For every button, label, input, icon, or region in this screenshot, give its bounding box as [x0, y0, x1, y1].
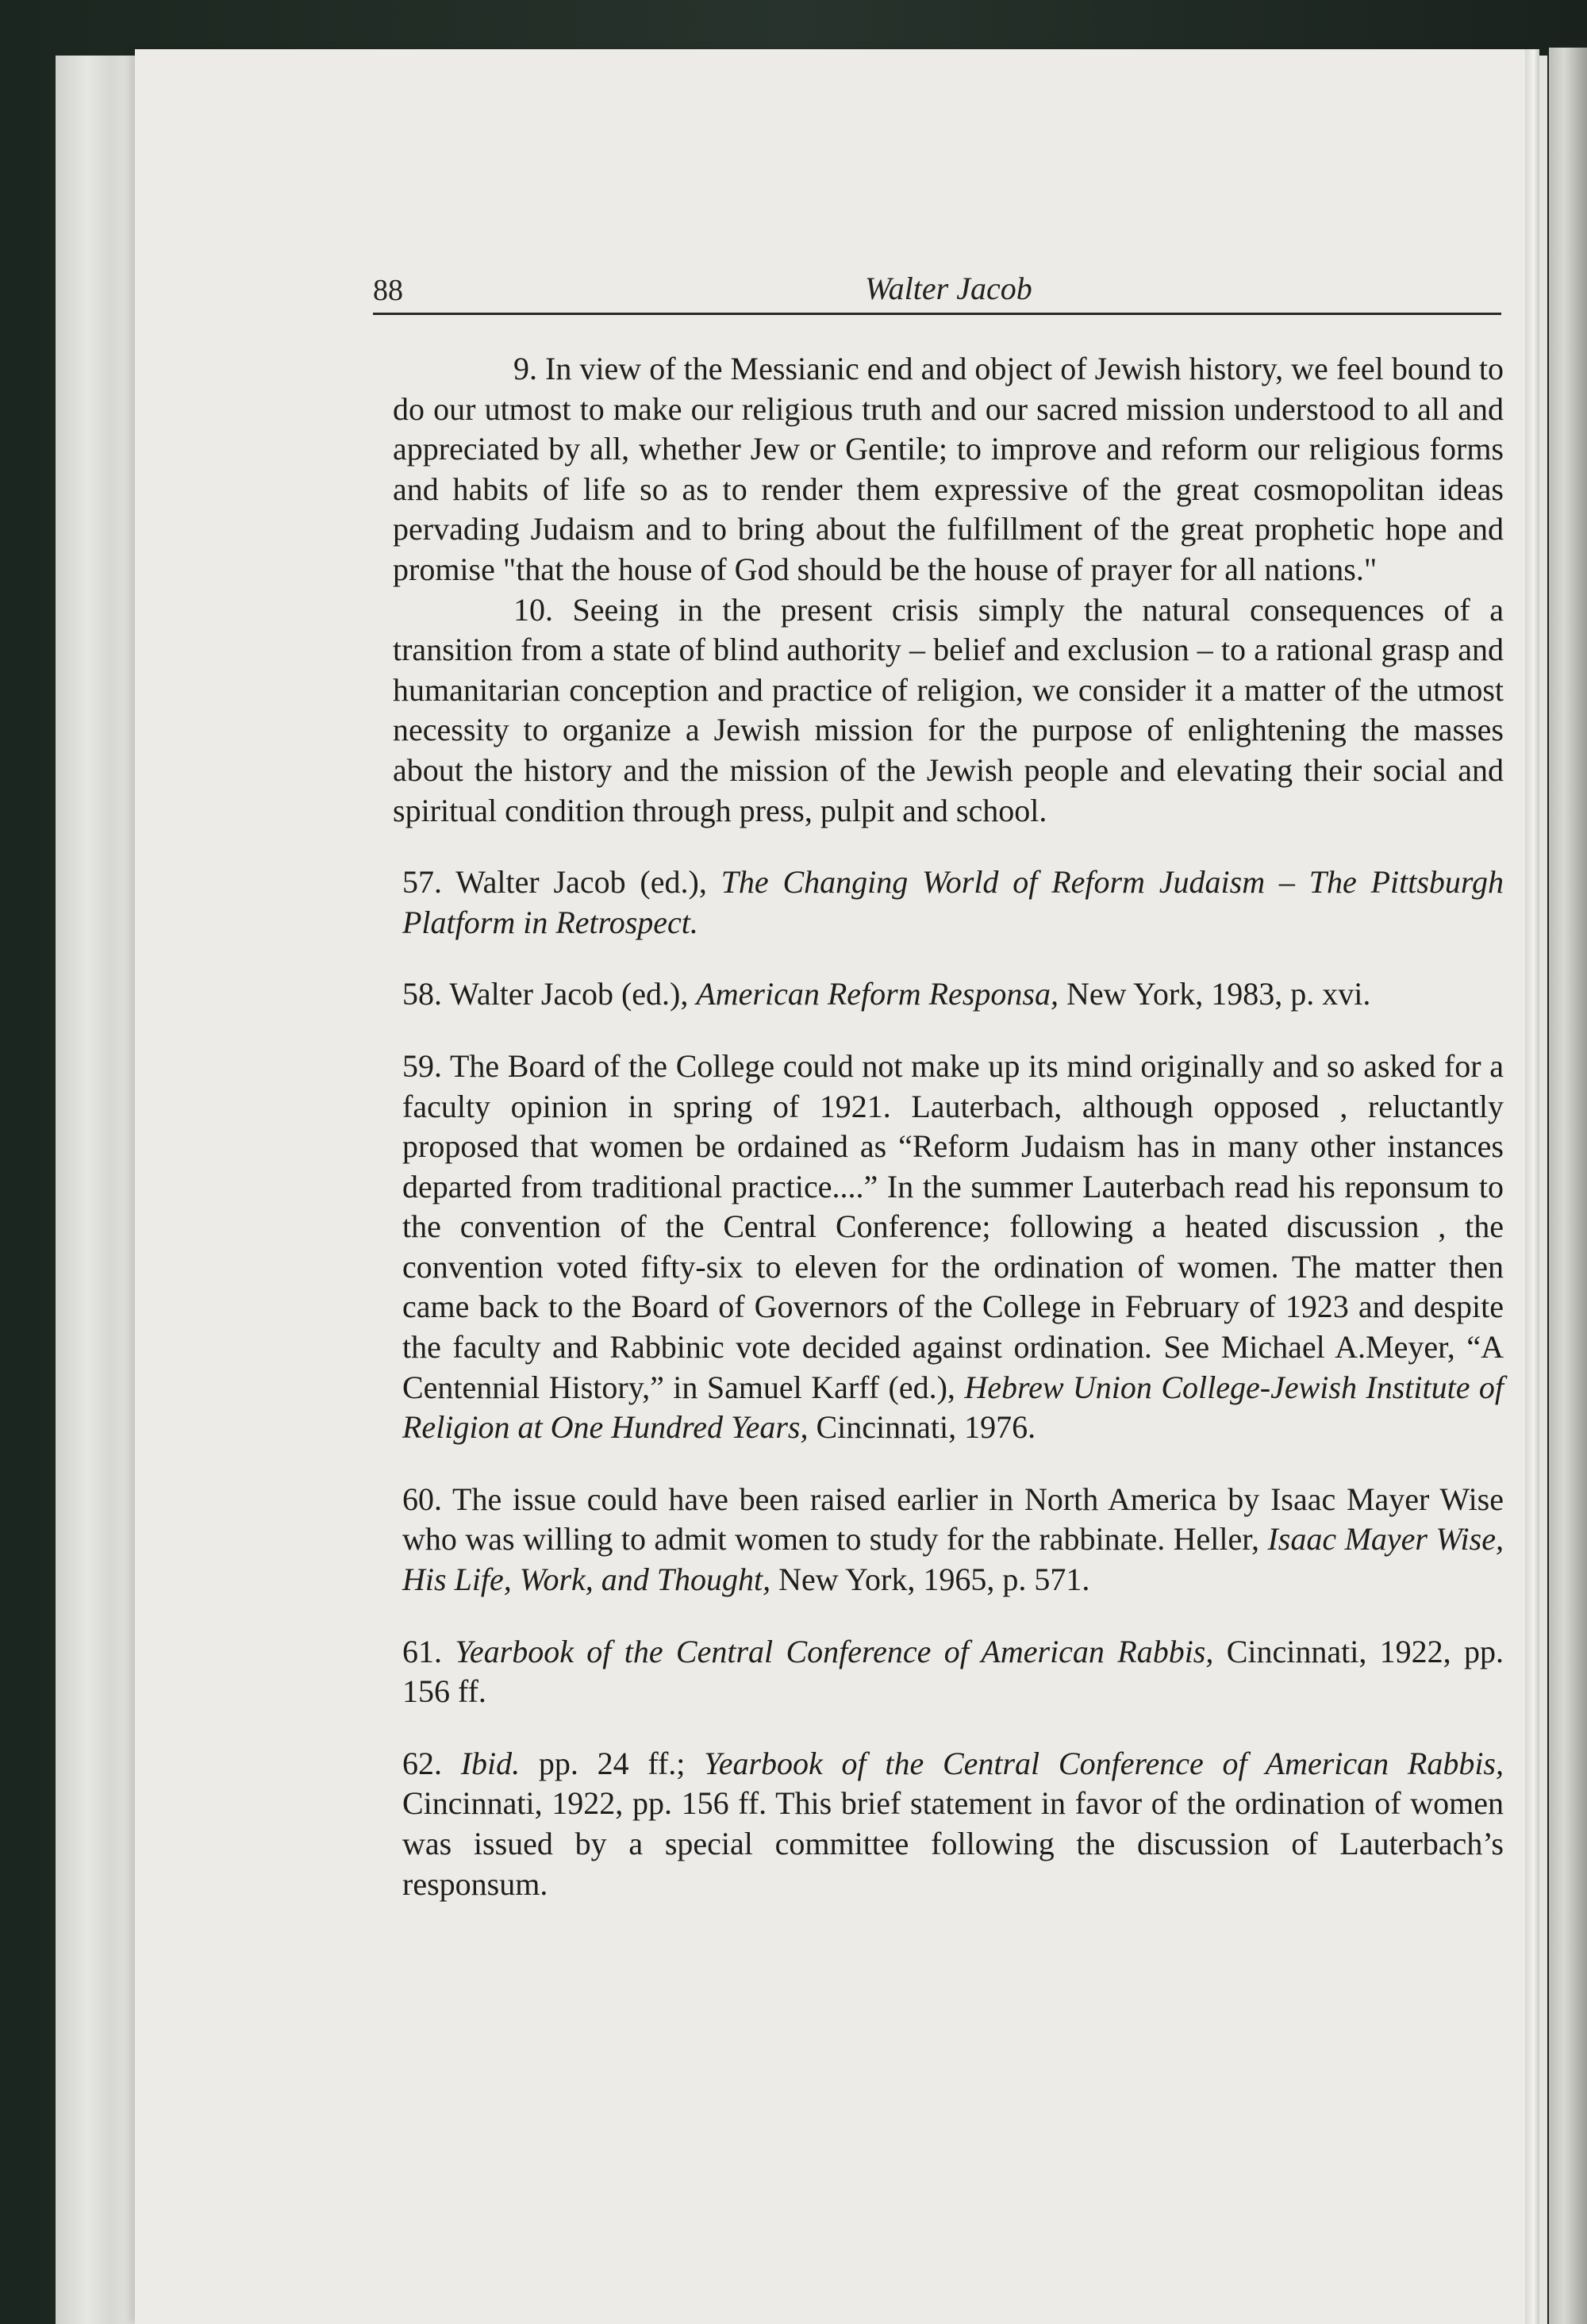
footnote-59-title: Hebrew Union College-Jewish Institute of Religion at One Hundred Years, [402, 1369, 1504, 1446]
footnote-62-ibid: Ibid. [460, 1745, 521, 1781]
footnote-62 [393, 1744, 1504, 1904]
page-body [393, 349, 1504, 1904]
footnote-58 [393, 974, 1504, 1015]
footnote-61-lead: 61. [402, 1633, 455, 1669]
footnote-61-tail: Cincinnati, 1922, pp. 156 ff. [402, 1633, 1504, 1710]
paragraph-10: 10. Seeing in the present crisis simply the natural consequences of a transition from a state of blind authority – belief and exclusion – to a rational grasp and humanitarian conception and practice of religion, we consider it a matter of the utmost necessity to organize a Jewish mission for the purpose of enlightening the masses about the history and the mission of the Jewish people and elevating their social and spiritual condition through press, pulpit and school. [393, 591, 1504, 828]
footnote-57 [393, 862, 1504, 943]
footnote-62-lead: 62. [402, 1745, 461, 1781]
footnote-60-lead: 60. The issue could have been raised earlier in North America by Isaac Mayer Wise who was willing to admit women to study for the rabbinate. Heller, [402, 1481, 1504, 1558]
paragraph-9: 9. In view of the Messianic end and object of Jewish history, we feel bound to do our utmost to make our religious truth and our sacred mission understood to all and appreciated by all, whether Jew or Gentile; to improve and reform our religious forms and habits of life so as to render them expressive of the great cosmopolitan ideas pervading Judaism and to bring about the fulfillment of the great prophetic hope and promise "that the house of God should be the house of prayer for all nations." [393, 351, 1504, 587]
footnote-58-lead: 58. Walter Jacob (ed.), [402, 976, 697, 1012]
footnote-61 [393, 1632, 1504, 1712]
page-number: 88 [373, 274, 403, 307]
footnote-57-lead: 57. Walter Jacob (ed.), [402, 864, 721, 901]
footnote-59-tail: Cincinnati, 1976. [808, 1409, 1036, 1446]
adjacent-page-edge [1549, 48, 1587, 2324]
running-head [373, 270, 1501, 315]
footnote-60 [393, 1480, 1504, 1600]
footnote-58-tail: New York, 1983, p. xvi. [1058, 976, 1371, 1012]
footnote-60-tail: New York, 1965, p. 571. [770, 1561, 1090, 1598]
footnote-58-title: American Reform Responsa, [696, 976, 1059, 1012]
footnote-61-title: Yearbook of the Central Conference of American Rabbis, [455, 1633, 1214, 1669]
footnote-62-mid: pp. 24 ff.; [520, 1745, 705, 1781]
footnote-59-lead: 59. The Board of the College could not make up its mind originally and so asked for a faculty opinion in spring of 1921. Lauterbach, although opposed , reluctantly proposed that women be ordained as “Reform Judaism has in many other instances departed from traditional practice....” In the summer Lauterbach read his reponsum to the convention of the Central Conference; following a heated discussion , the convention voted fifty-six to eleven for the ordination of women. The matter then came back to the Board of Governors of the College in February of 1923 and despite the faculty and Rabbinic vote decided against ordination. See Michael A.Meyer, “A Centennial History,” in Samuel Karff (ed.), [402, 1047, 1504, 1405]
footnote-62-tail: Cincinnati, 1922, pp. 156 ff. This brief statement in favor of the ordination of women was issued by a special committee following the discussion of Lauterbach’s responsum. [402, 1785, 1504, 1902]
running-title: Walter Jacob [865, 271, 1032, 306]
page-fold-edge [1525, 49, 1539, 2324]
footnote-62-title: Yearbook of the Central Conference of American Rabbis, [704, 1745, 1504, 1781]
footnote-59 [393, 1047, 1504, 1448]
footnote-60-title: Isaac Mayer Wise, His Life, Work, and Thought, [402, 1521, 1504, 1598]
footnote-57-title: The Changing World of Reform Judaism – The Pittsburgh Platform in Retrospect. [402, 864, 1504, 940]
